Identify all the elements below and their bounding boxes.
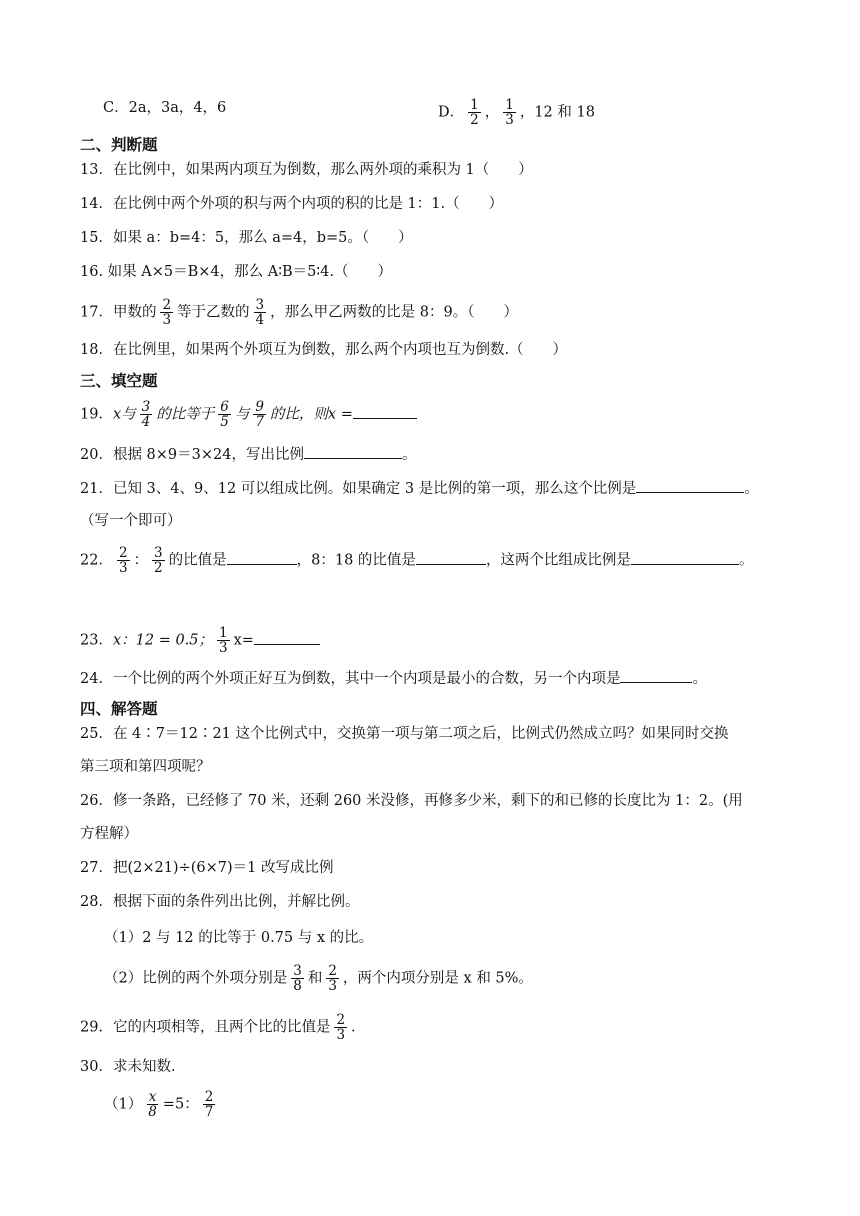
fraction: $\frac{1}{3}$ [219, 625, 228, 656]
answer-blank[interactable] [227, 550, 297, 565]
option-d [438, 98, 595, 127]
answer-blank[interactable] [620, 668, 692, 683]
question-15: 15．如果 a：b=4：5，那么 a=4，b=5。（ ） [80, 230, 413, 246]
answer-blank[interactable] [636, 478, 744, 493]
question-22: 22． $\frac{2}{3}$ ： $\frac{3}{2}$ 的比值是 ，8：18 的比值是 ，这两个比组成比例是 。 [80, 545, 754, 576]
question-27: 27．把(2×21)÷(6×7)＝1 改写成比例 [80, 860, 334, 876]
question-13: 13．在比例中，如果两内项互为倒数，那么两外项的乘积为 1（ ） [80, 162, 533, 178]
fraction: $\frac{3}{4}$ [255, 297, 265, 328]
question-28-part-1: （1）2 与 12 的比等于 0.75 与 x 的比。 [104, 930, 374, 946]
question-18: 18．在比例里，如果两个外项互为倒数，那么两个内项也互为倒数.（ ） [80, 342, 568, 358]
fraction: $\frac{1}{2}$ [470, 97, 479, 128]
answer-blank[interactable] [631, 550, 739, 565]
section-heading-judgment: 二、判断题 [80, 136, 158, 154]
question-26: 26．修一条路，已经修了 70 米，还剩 260 米没修，再修多少米，剩下的和已修的长度比为 1：2。(用 [80, 793, 743, 809]
fraction: $\frac{2}{3}$ [336, 1012, 346, 1043]
fraction: $\frac{2}{3}$ [118, 545, 128, 576]
question-21: 21．已知 3、4、9、12 可以组成比例。如果确定 3 是比例的第一项，那么这个比例是 。 [80, 478, 759, 499]
question-14: 14．在比例中两个外项的积与两个内项的积的比是 1：1.（ ） [80, 196, 504, 212]
question-29: 29．它的内项相等，且两个比的比值是 $\frac{2}{3}$ . [80, 1012, 356, 1043]
question-17: 17．甲数的 $\frac{2}{3}$ 等于乙数的 $\frac{3}{4}$ ，那么甲乙两数的比是 8：9。（ ） [80, 297, 518, 328]
answer-blank[interactable] [416, 550, 486, 565]
option-d-prefix: D． [438, 104, 465, 121]
fraction: $\frac{3}{8}$ [293, 963, 302, 994]
question-26-cont: 方程解） [80, 826, 138, 842]
question-23: 23．x：12 = 0.5； $\frac{1}{3}$ x= [80, 626, 320, 655]
question-25-cont: 第三项和第四项呢？ [80, 759, 211, 775]
answer-blank[interactable] [254, 630, 320, 645]
question-19: 19．x与 $\frac{3}{4}$ 的比等于 $\frac{6}{5}$ 与 $\frac{9}{7}$ 的比，则x = [80, 400, 417, 429]
question-21-note: （写一个即可） [80, 513, 182, 529]
question-30-part-1: （1） $\frac{x}{8}$ =5： $\frac{2}{7}$ [104, 1089, 214, 1120]
question-28-part-2: （2）比例的两个外项分别是 $\frac{3}{8}$ 和 $\frac{2}{3}$ ，两个内项分别是 x 和 5%。 [104, 963, 533, 994]
fraction: $\frac{2}{3}$ [328, 963, 337, 994]
fraction: $\frac{1}{3}$ [505, 97, 514, 128]
fraction: $\frac{6}{5}$ [220, 399, 229, 430]
fraction: $\frac{2}{7}$ [204, 1089, 214, 1120]
question-28: 28．根据下面的条件列出比例，并解比例。 [80, 894, 360, 910]
answer-blank[interactable] [304, 444, 402, 459]
option-c: C．2a，3a，4，6 [103, 100, 227, 116]
section-heading-fill-in: 三、填空题 [80, 372, 158, 390]
question-25: 25．在 4∶7＝12∶21 这个比例式中，交换第一项与第二项之后，比例式仍然成立吗？如果同时交换 [80, 726, 729, 742]
section-heading-solve: 四、解答题 [80, 700, 158, 718]
answer-blank[interactable] [353, 404, 417, 419]
fraction: $\frac{3}{4}$ [141, 399, 151, 430]
fraction: $\frac{9}{7}$ [255, 399, 264, 430]
fraction: $\frac{2}{3}$ [162, 297, 172, 328]
question-16: 16. 如果 A×5＝B×4，那么 A∶B＝5∶4.（ ） [80, 264, 392, 280]
fraction: $\frac{3}{2}$ [154, 545, 163, 576]
option-d-suffix: ，12 和 18 [519, 104, 595, 121]
separator: ， [484, 104, 500, 121]
question-30: 30．求未知数. [80, 1059, 176, 1075]
question-20: 20．根据 8×9＝3×24，写出比例 。 [80, 444, 417, 465]
fraction: $\frac{x}{8}$ [148, 1089, 157, 1120]
question-24: 24．一个比例的两个外项正好互为倒数，其中一个内项是最小的合数，另一个内项是 。 [80, 668, 707, 689]
